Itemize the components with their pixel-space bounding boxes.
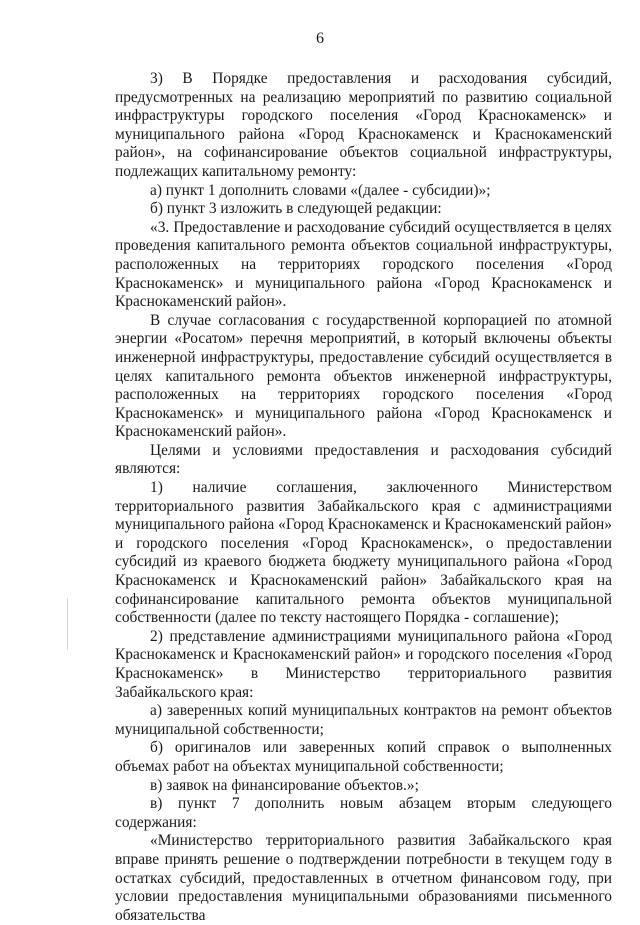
paragraph-sub-a: а) заверенных копий муниципальных контрактов на ремонт объектов муниципальной собственности; xyxy=(115,702,612,738)
document-body xyxy=(115,70,612,925)
paragraph-a: а) пункт 1 дополнить словами «(далее - субсидии)»; xyxy=(150,181,491,199)
page-number: 6 xyxy=(316,30,324,47)
scan-artifact-line xyxy=(67,598,68,650)
paragraph-sub-b: б) оригиналов или заверенных копий справок о выполненных объемах работ на объектах муниципальной собственности; xyxy=(115,739,612,775)
paragraph-sub-v: в) заявок на финансирование объектов.»; xyxy=(150,776,419,794)
paragraph-item-1: 1) наличие соглашения, заключенного Министерством территориального развития Забайкальского края с администрациями муниципального района «Город Краснокаменск и Краснокаменский район» и городского поселения «Город Краснокаменск», о предоставлении субсидий из краевого бюджета бюджету муниципального района «Город Краснокаменск и Краснокаменский район» Забайкальского края на софинансирование капитального ремонта объектов муниципальной собственности (далее по тексту настоящего Порядка - соглашение); xyxy=(115,479,612,627)
paragraph-v-point7: в) пункт 7 дополнить новым абзацем вторым следующего содержания: xyxy=(115,795,612,831)
paragraph-b: б) пункт 3 изложить в следующей редакции: xyxy=(150,200,442,218)
paragraph-quote-3: «3. Предоставление и расходование субсидий осуществляется в целях проведения капитального ремонта объектов социальной инфраструктуры, расположенных на территориях городского поселения «Город Краснокаменск» и муниципального района «Город Краснокаменск и Краснокаменский район». xyxy=(115,218,612,311)
paragraph-rosatom: В случае согласования с государственной корпорацией по атомной энергии «Росатом» перечня мероприятий, в который включены объекты инженерной инфраструктуры, предоставление субсидий осуществляется в целях капитального ремонта объектов инженерной инфраструктуры, расположенных на территориях городского поселения «Город Краснокаменск» и муниципального района «Город Краснокаменск и Краснокаменский район». xyxy=(115,311,612,441)
paragraph-goals: Целями и условиями предоставления и расходования субсидий являются: xyxy=(115,441,612,478)
paragraph-item-2: 2) представление администрациями муниципального района «Город Краснокаменск и Краснокаменский район» и городского поселения «Город Краснокаменск» в Министерство территориального развития Забайкальского края: xyxy=(115,627,612,701)
paragraph-3-intro: 3) В Порядке предоставления и расходования субсидий, предусмотренных на реализацию мероприятий по развитию социальной инфраструктуры городского поселения «Город Краснокаменск» и муниципального района «Город Краснокаменск и Краснокаменский район», на софинансирование объектов социальной инфраструктуры, подлежащих капитальному ремонту: xyxy=(115,70,612,180)
paragraph-ministry: «Министерство территориального развития Забайкальского края вправе принять решение о подтверждении потребности в текущем году в остатках субсидий, предоставленных в отчетном финансовом году, при условии предоставления муниципальными образованиями письменного обязательства xyxy=(115,832,612,924)
